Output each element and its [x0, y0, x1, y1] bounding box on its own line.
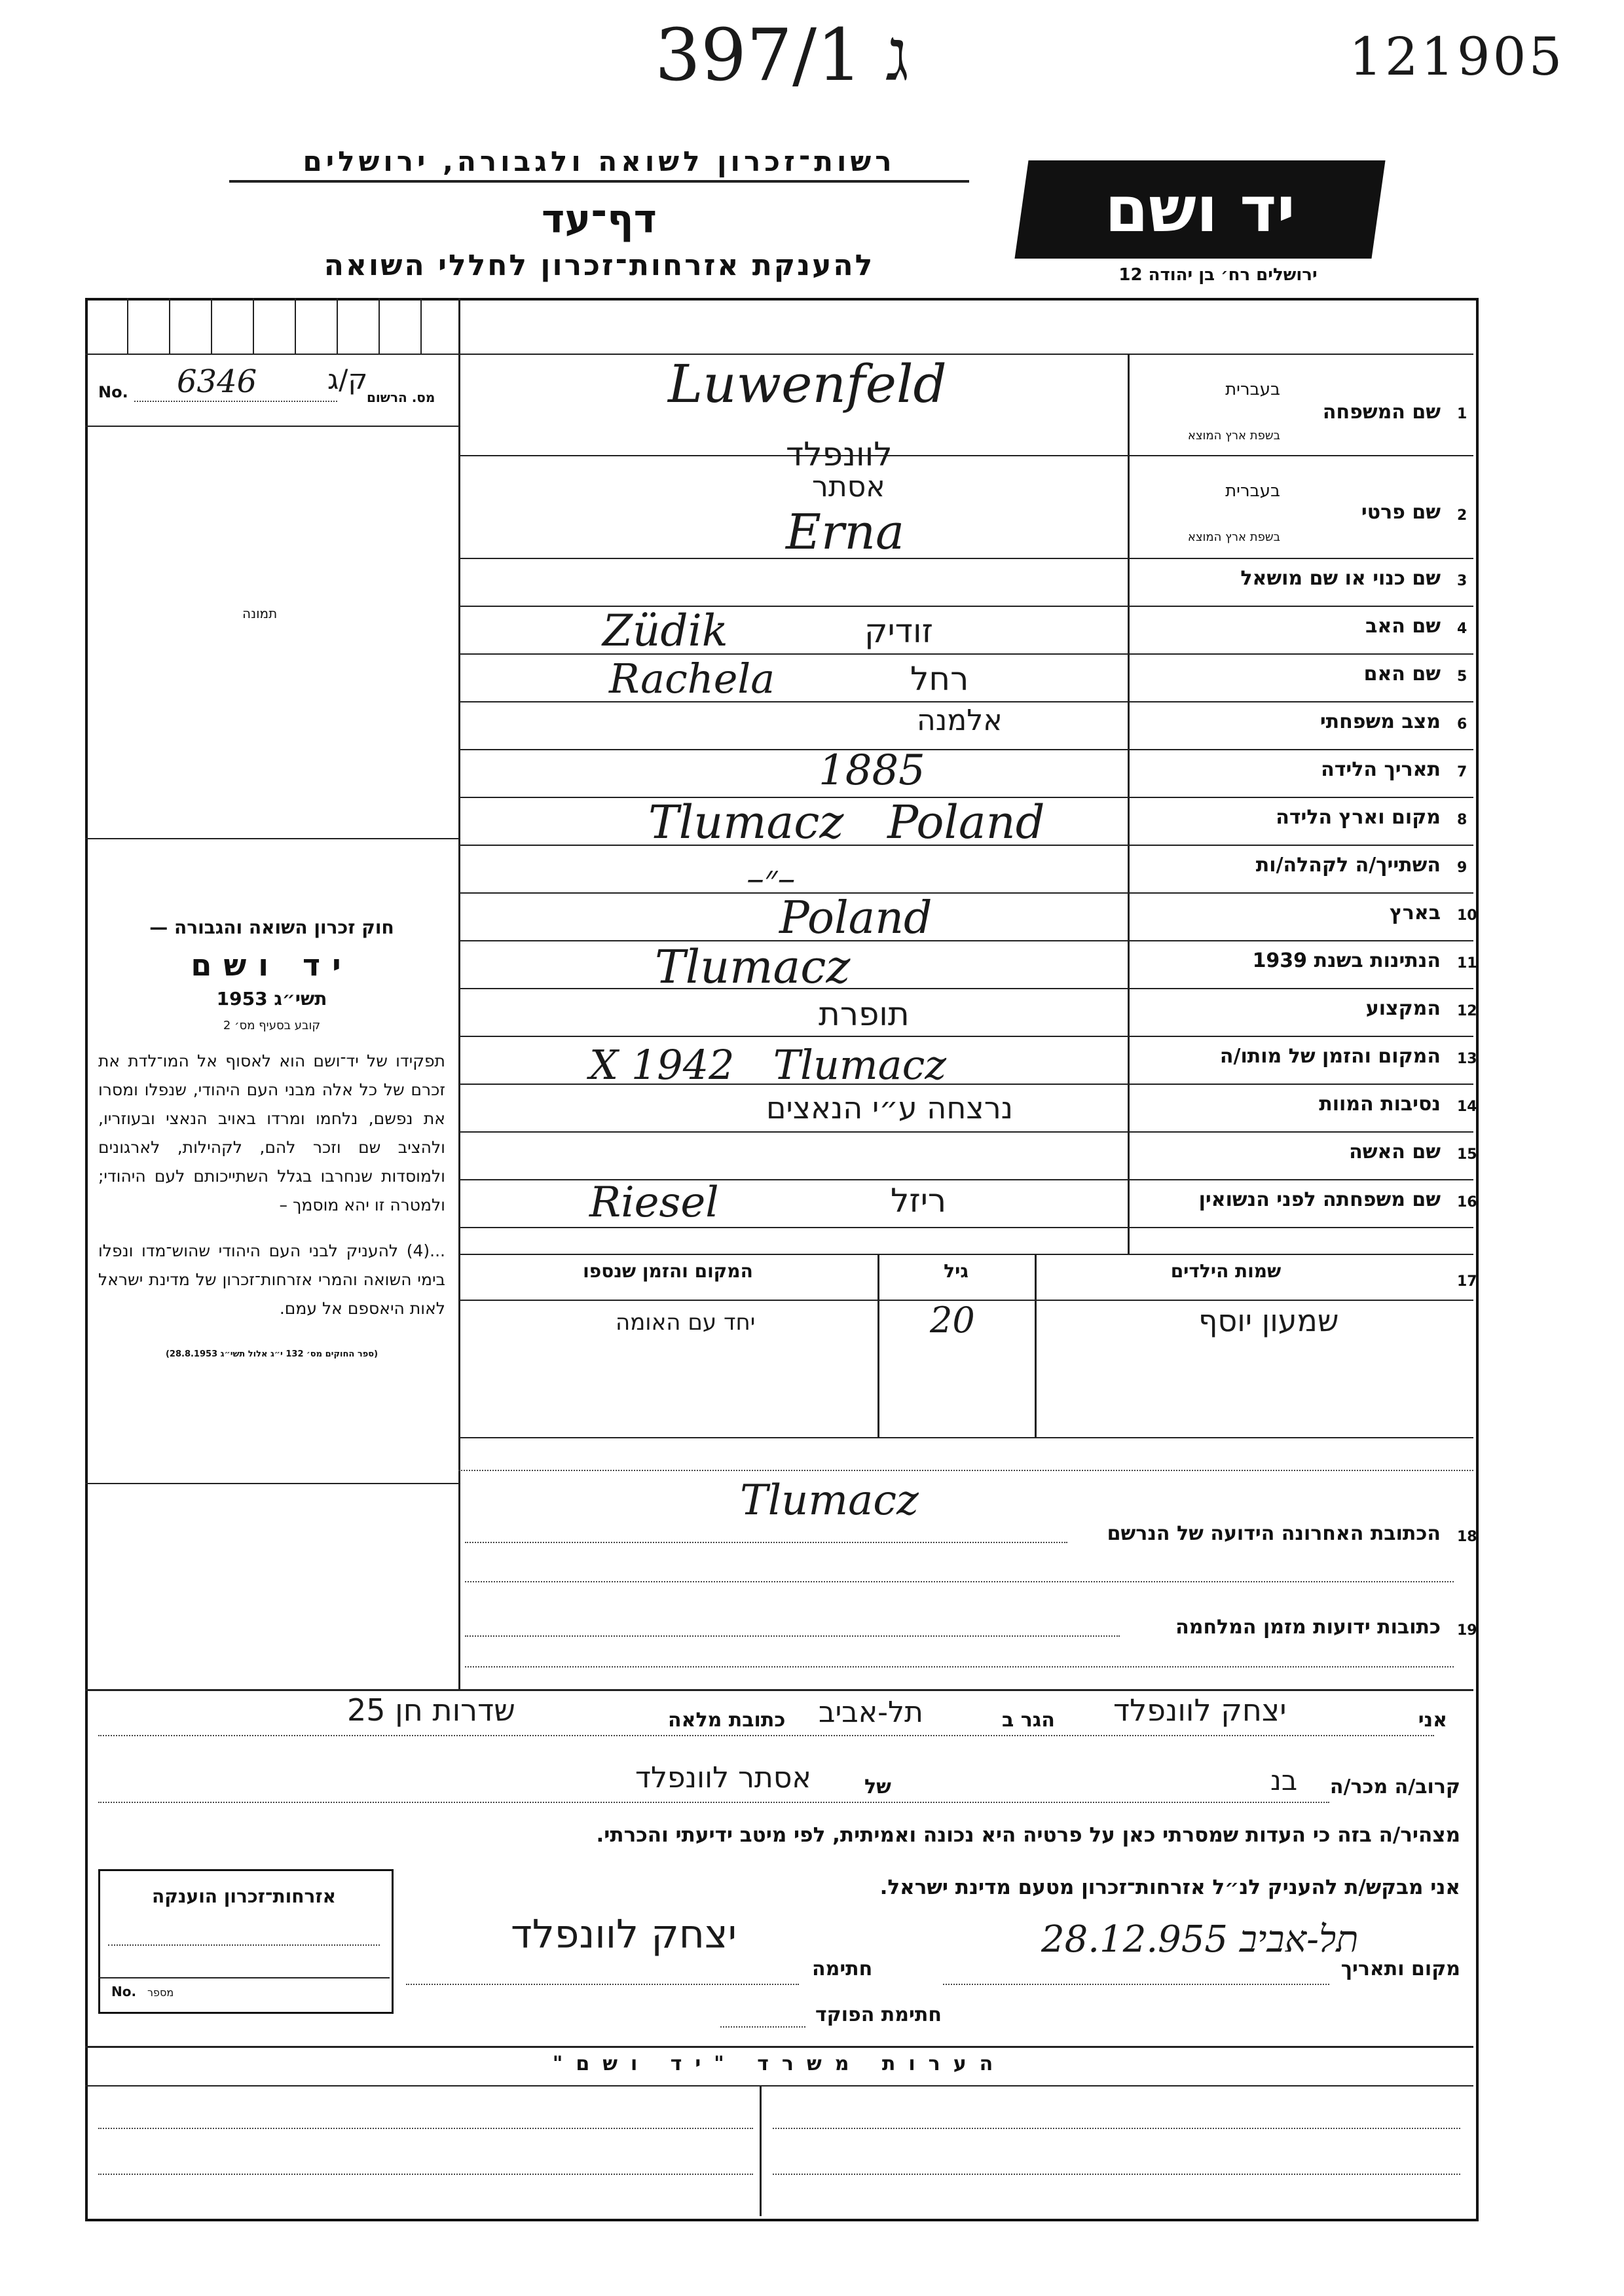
form-title: דף־עד: [542, 196, 657, 242]
field-10-label: בארץ: [1389, 902, 1441, 924]
registration-prefix: No.: [98, 383, 128, 401]
field-19-label: כתובות ידועות מזמן המלחמה: [1175, 1616, 1441, 1639]
field-1-number: 1: [1457, 406, 1467, 422]
field-15-number: 15: [1457, 1146, 1477, 1163]
citizenship-no: No.: [111, 1984, 137, 1999]
field-7-number: 7: [1457, 764, 1467, 780]
field-2-value-latin: Erna: [786, 504, 905, 560]
address-line: ירושלים רח׳ בן יהודה 12: [1118, 265, 1318, 285]
field-13-value: X 1942 Tlumacz: [589, 1041, 947, 1089]
field-13-label: המקום והזמן של מותו/ה: [1219, 1045, 1441, 1068]
of-name: אסתר לוונפלד: [635, 1761, 811, 1795]
of-label: של: [864, 1776, 891, 1798]
field-1-label: שם המשפחה: [1322, 401, 1441, 424]
law-paragraph-1: תפקידו של יד־ושם הוא לאסוף אל המו־לדת את זכרם של כל אלה מבני העם היהודי, שנפלו ומסרו את נפשם, נלחמו ומרדו באויב הנאצי ובעוזריו, ולהציב שם וזכר להם, לקהילות, לארגונים ולמוסדות שנחרבו בגלל השתייכותם לעם היהודי; ולמטרה זו יהא מוסמך –: [98, 1051, 445, 1214]
field-2-number: 2: [1457, 507, 1467, 524]
declarant-street: שדרות חן 25: [347, 1692, 515, 1728]
place-date-label: מקום ותאריך: [1340, 1958, 1460, 1980]
declarant-ani: אני: [1418, 1709, 1447, 1732]
field-2-value-hebrew: אסתר: [812, 470, 885, 503]
field-12-number: 12: [1457, 1003, 1477, 1019]
field-9-label: השתייך/ה לקהלה/ות: [1255, 854, 1441, 877]
field-5-number: 5: [1457, 668, 1467, 685]
full-address-label: כתובת מלאה: [668, 1709, 786, 1732]
field-7-label: תאריך הלידה: [1321, 758, 1441, 781]
field-12-label: המקצוע: [1365, 997, 1441, 1020]
field-8-number: 8: [1457, 812, 1467, 828]
child-1-name: שמעון יוסף: [1198, 1303, 1339, 1338]
field-8-value: Tlumacz Poland: [648, 795, 1045, 849]
field-3-number: 3: [1457, 573, 1467, 589]
signature-value: יצחק לוונפלד: [511, 1912, 737, 1958]
field-16-value-latin: Riesel: [589, 1178, 719, 1227]
field-7-value: 1885: [819, 746, 925, 795]
citizenship-title: אזרחות־זכרון הוענקה: [152, 1886, 336, 1907]
registration-label: מס. הרשום: [367, 390, 435, 405]
field-16-label: שם משפחתה לפני הנשואין: [1198, 1188, 1441, 1211]
field-6-label: מצב משפחתי: [1320, 710, 1441, 733]
field-16-number: 16: [1457, 1194, 1477, 1211]
field-5-label: שם האם: [1363, 663, 1441, 685]
law-clause: קובע בסעיף מס׳ 2: [223, 1019, 321, 1032]
child-1-age: 20: [930, 1300, 975, 1341]
field-13-number: 13: [1457, 1051, 1477, 1067]
logo: [1014, 160, 1385, 259]
field-4-label: שם האב: [1365, 615, 1441, 638]
field-9-value: –״–: [747, 858, 796, 899]
children-col-age: גיל: [944, 1260, 969, 1282]
field-9-number: 9: [1457, 860, 1467, 876]
form-subtitle: להענקת אזרחות־זכרון לחללי השואה: [323, 249, 875, 282]
field-11-value: Tlumacz: [655, 940, 851, 994]
remarks-heading: הערות משרד "יד ושם": [552, 2052, 1006, 2075]
field-19-number: 19: [1457, 1622, 1477, 1639]
field-18-label: הכתובת האחרונה הידועה של הנרשם: [1107, 1522, 1441, 1545]
field-4-value-hebrew: זודיק: [864, 612, 933, 650]
field-6-value-hebrew: אלמנה: [917, 704, 1003, 737]
field-5-value-hebrew: רחל: [910, 660, 969, 698]
field-1-value-hebrew: לוונפלד: [786, 435, 893, 473]
field-11-label: הנתינות בשנת 1939: [1252, 949, 1441, 972]
child-1-place: יחד עם האומה: [616, 1309, 756, 1336]
field-1-tag-origin: בשפת ארץ המוצא: [1187, 429, 1280, 443]
field-4-value-latin: Züdik: [602, 606, 728, 656]
law-heading: חוק זכרון השואה והגבורה —: [149, 917, 394, 938]
field-18-number: 18: [1457, 1529, 1477, 1545]
declarant-relation: בנ: [1270, 1764, 1298, 1796]
field-14-number: 14: [1457, 1099, 1477, 1115]
signature-label: חתימה: [812, 1958, 873, 1980]
field-10-value: Poland: [779, 892, 932, 944]
place-date-value: תל-אביב 28.12.955: [1041, 1918, 1359, 1961]
field-6-number: 6: [1457, 716, 1467, 733]
citizenship-number-label: מספר: [147, 1986, 174, 1999]
law-year: תשי״ג 1953: [216, 988, 327, 1010]
logo-text: יד ושם: [1105, 173, 1295, 246]
field-16-value-hebrew: ריזל: [891, 1182, 947, 1220]
registration-extra: ק/ג: [327, 363, 368, 395]
field-2-tag-origin: בשפת ארץ המוצא: [1187, 530, 1280, 544]
field-5-value-latin: Rachela: [609, 655, 775, 702]
law-source: (ספר החוקים מס׳ 132 י״ג אלול תשי״ג 28.8.1953): [165, 1349, 378, 1359]
law-name: יד ושם: [191, 947, 353, 983]
field-14-value: נרצחה ע״י הנאצים: [766, 1090, 1014, 1125]
request-text: אני מבקש/ת להעניק לנ״ל אזרחות־זכרון מטעם מדינת ישראל.: [879, 1876, 1460, 1899]
field-2-label: שם פרטי: [1361, 501, 1441, 524]
law-paragraph-2: ...(4) להעניק לבני העם היהודי שהוש־מדו ונפלו בימי השואה והמרי אזרחות־זכרון של מדינת ישראל לאות היאספם אל עמם.: [98, 1241, 445, 1318]
field-8-label: מקום וארץ הלידה: [1276, 806, 1441, 829]
children-col-names: שמות הילדים: [1170, 1260, 1282, 1282]
declaration-text: מצהיר/ה בזה כי העדות שמסרתי כאן על פרטיה היא נכונה ואמיתית, לפי מיטב ידיעתי והכרתי.: [596, 1823, 1460, 1847]
field-4-number: 4: [1457, 621, 1467, 637]
archive-stamp: 397/1 ג: [655, 13, 910, 97]
relative-label: קרוב/ה מכר/ה: [1329, 1776, 1460, 1798]
officer-signature-label: חתימת הפוקד: [815, 2003, 942, 2026]
declarant-city: תל-אביב: [819, 1696, 923, 1729]
field-10-number: 10: [1457, 907, 1477, 924]
field-14-label: נסיבות המוות: [1319, 1093, 1441, 1116]
field-1-tag-hebrew: בעברית: [1225, 380, 1280, 399]
declarant-name: יצחק לוונפלד: [1113, 1692, 1287, 1728]
field-2-tag-hebrew: בעברית: [1225, 481, 1280, 501]
photo-label: תמונה: [242, 606, 278, 621]
field-18-value: Tlumacz: [740, 1476, 919, 1525]
field-15-label: שם האשה: [1349, 1140, 1441, 1163]
field-1-value-latin: Luwenfeld: [668, 354, 947, 414]
law-box: [98, 917, 445, 1359]
authority-name: רשות־זכרון לשואה ולגבורה, ירושלים: [303, 145, 896, 177]
resides-in-label: הגר ב: [1002, 1709, 1055, 1732]
children-col-place: המקום והזמן שנספו: [583, 1260, 753, 1282]
field-12-value: תופרת: [819, 995, 910, 1033]
field-3-label: שם כנוי או שם מושאל: [1240, 567, 1441, 590]
field-11-number: 11: [1457, 955, 1477, 972]
field-17-number: 17: [1457, 1273, 1477, 1290]
archive-id: 121905: [1349, 26, 1565, 87]
registration-number: 6346: [177, 363, 257, 400]
